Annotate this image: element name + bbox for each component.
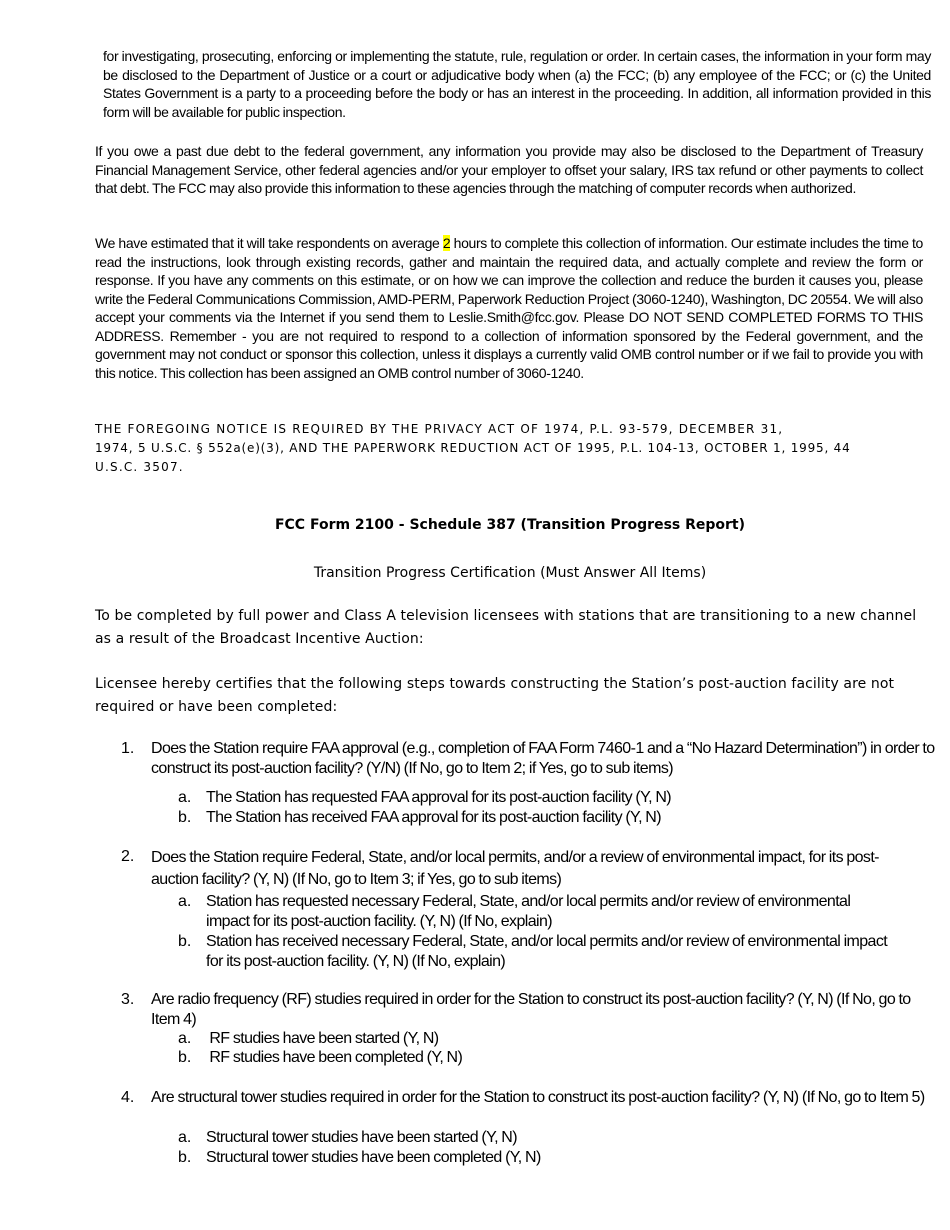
sub-item-letter: a. — [178, 1129, 192, 1146]
sub-item-letter: b. — [178, 933, 192, 950]
form-intro-eligibility: To be completed by full power and Class A television licensees with stations that are transitioning to a new channel as a result of the Broadcast Incentive Auction: — [95, 608, 917, 647]
sub-item-letter: a. — [178, 893, 192, 910]
form-subtitle: Transition Progress Certification (Must Answer All Items) — [313, 565, 707, 581]
sub-item-text: RF studies have been completed (Y, N) — [206, 1049, 463, 1066]
form-title: FCC Form 2100 - Schedule 387 (Transition Progress Report) — [274, 517, 746, 533]
burden-text-rest: hours to complete this collection of information. Our estimate includes the time to read the instructions, look through existing records, gather and maintain the required data, and actually complete and review the form or response. If you have any comments on this estimate, or on how we can improve the collection and reduce the burden it causes you, please write the Federal Communications Commission, AMD-PERM, Paperwork Reduction Project (3060-1240), Washington, DC 20554. We will also accept your comments via the Internet if you send them to Leslie.Smith@fcc.gov. Please DO NOT SEND COMPLETED FORMS TO THIS ADDRESS. Remember - you are not required to respond to a collection of information sponsored by the Federal government, and the government may not conduct or sponsor this collection, unless it displays a currently valid OMB control number or if we fail to provide you with this notice. This collection has been assigned an OMB control number of 3060-1240. — [95, 235, 923, 381]
sub-item-letter: a. — [178, 789, 192, 806]
sub-item-text: The Station has received FAA approval for its post-auction facility (Y, N) — [206, 809, 661, 826]
item-question: Does the Station require FAA approval (e.g., completion of FAA Form 7460-1 and a “No Hazard Determination”) in order to construct its post-auction facility? (Y/N) (If No, go to Item 2; if Yes, go to sub items) — [151, 740, 935, 777]
burden-estimate-paragraph — [95, 234, 923, 382]
item-question: Are structural tower studies required in order for the Station to construct its post-auction facility? (Y, N) (If No, go to Item 5) — [151, 1089, 925, 1106]
sub-item-text: Station has received necessary Federal, State, and/or local permits and/or review of environmental impact for its post-auction facility. (Y, N) (If No, explain) — [206, 933, 888, 970]
burden-text-start: We have estimated that it will take respondents on average — [95, 235, 443, 251]
sub-item-letter: b. — [178, 1049, 192, 1066]
legal-notice-line-2: 1974, 5 U.S.C. § 552a(e)(3), AND THE PAPERWORK REDUCTION ACT OF 1995, P.L. 104-13, OCTOBER 1, 1995, 44 — [95, 441, 851, 455]
sub-item-letter: b. — [178, 1149, 192, 1166]
sub-item-letter: a. — [178, 1030, 192, 1047]
legal-notice-line-3: U.S.C. 3507. — [95, 460, 184, 474]
privacy-notice-paragraph: for investigating, prosecuting, enforcing or implementing the statute, rule, regulation or order. In certain cases, the information in your form may be disclosed to the Department of Justice or a court or adjudicative body when (a) the FCC; (b) any employee of the FCC; or (c) the United States Government is a party to a proceeding before the body or has an interest in the proceeding. In addition, all information provided in this form will be available for public inspection. — [103, 48, 931, 120]
item-number: 1. — [121, 740, 135, 757]
item-number: 4. — [121, 1089, 135, 1106]
item-question: Are radio frequency (RF) studies required in order for the Station to construct its post-auction facility? (Y, N) (If No, go to Item 4) — [151, 991, 911, 1028]
sub-item-text: Structural tower studies have been started (Y, N) — [206, 1129, 517, 1146]
legal-notice-line-1: THE FOREGOING NOTICE IS REQUIRED BY THE PRIVACY ACT OF 1974, P.L. 93-579, DECEMBER 31, — [95, 422, 784, 436]
legal-notice-caps — [95, 420, 925, 477]
highlighted-hours: 2 — [442, 235, 451, 251]
item-question: Does the Station require Federal, State, and/or local permits, and/or a review of environmental impact, for its post-auction facility? (Y, N) (If No, go to Item 3; if Yes, go to sub items) — [151, 849, 879, 888]
sub-item-text: The Station has requested FAA approval for its post-auction facility (Y, N) — [206, 789, 672, 806]
sub-item-text: RF studies have been started (Y, N) — [206, 1030, 439, 1047]
sub-item-text: Structural tower studies have been completed (Y, N) — [206, 1149, 541, 1166]
item-number: 3. — [121, 991, 135, 1008]
form-intro-certification: Licensee hereby certifies that the following steps towards constructing the Station’s post-auction facility are not required or have been completed: — [95, 676, 895, 715]
sub-item-letter: b. — [178, 809, 192, 826]
debt-disclosure-paragraph: If you owe a past due debt to the federal government, any information you provide may also be disclosed to the Department of Treasury Financial Management Service, other federal agencies and/or your employer to offset your salary, IRS tax refund or other payments to collect that debt. The FCC may also provide this information to these agencies through the matching of computer records when authorized. — [95, 143, 923, 196]
item-number: 2. — [121, 848, 135, 865]
sub-item-text: Station has requested necessary Federal, State, and/or local permits and/or review of environmental impact for its post-auction facility. (Y, N) (If No, explain) — [206, 893, 851, 930]
